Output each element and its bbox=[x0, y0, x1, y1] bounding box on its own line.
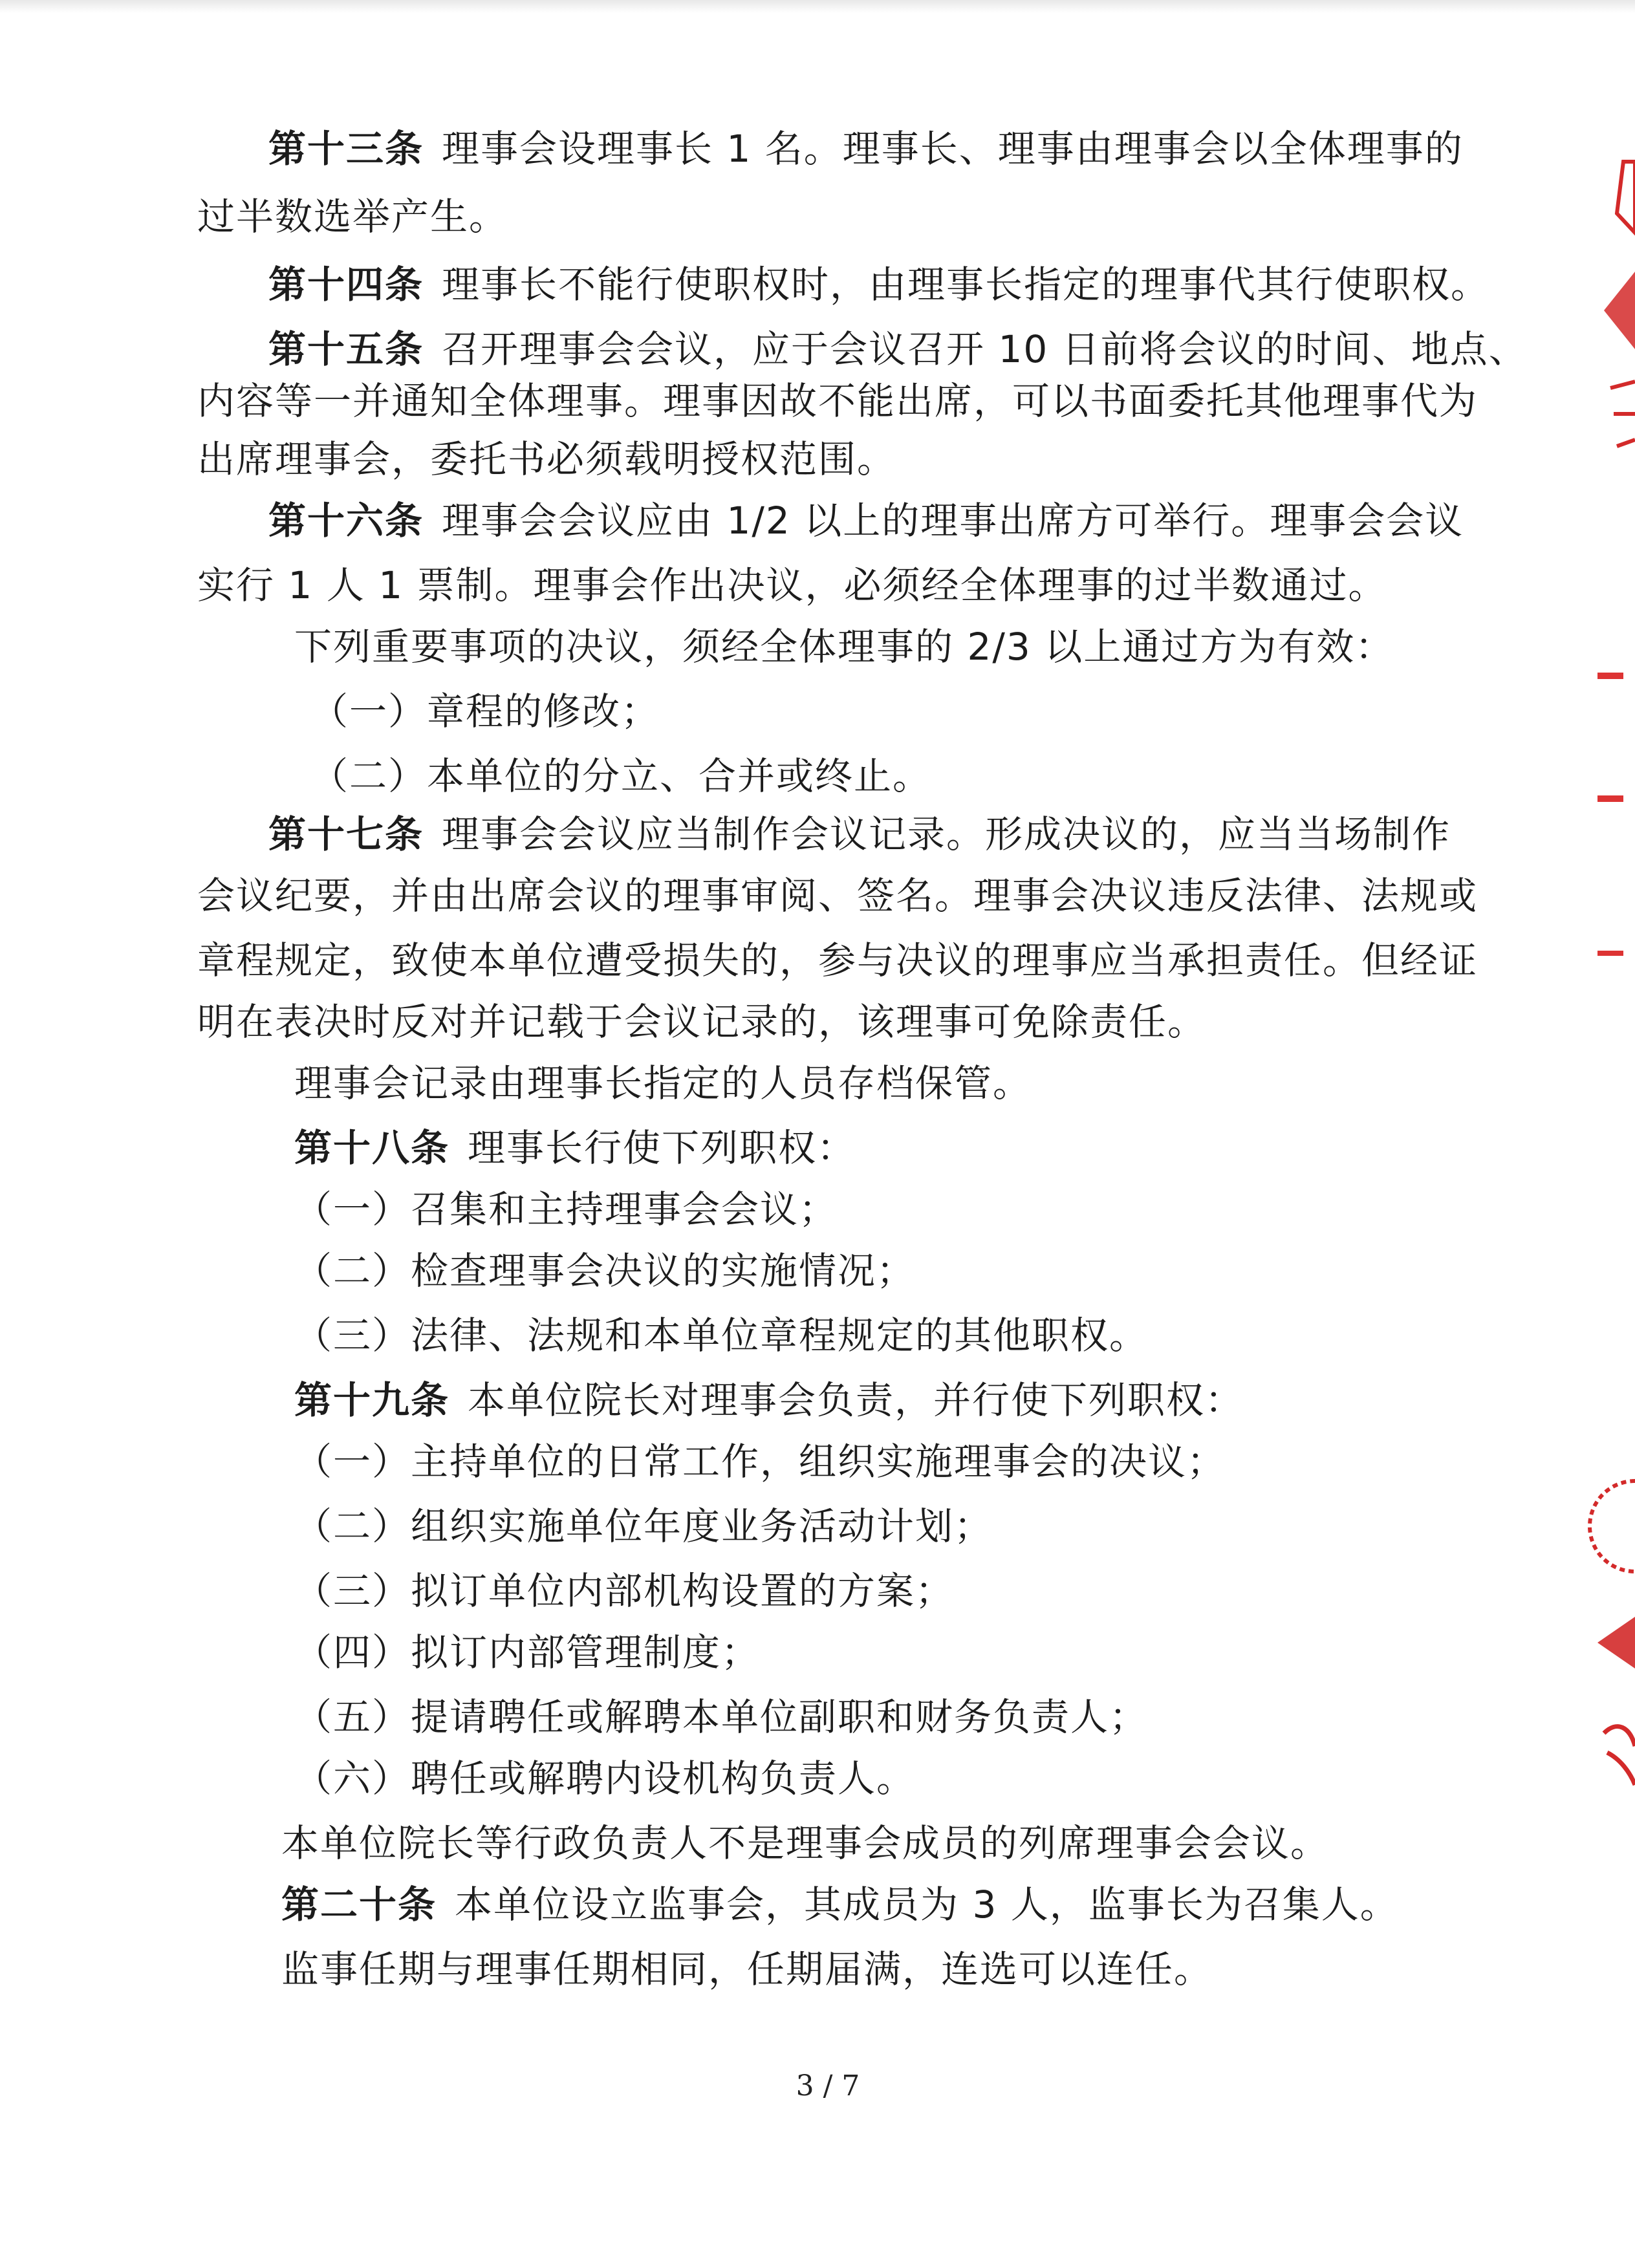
line-text: 理事会设理事长 1 名。理事长、理事由理事会以全体理事的 bbox=[442, 127, 1464, 171]
line-text: 理事会会议应由 1/2 以上的理事出席方可举行。理事会会议 bbox=[442, 499, 1464, 543]
document-line bbox=[294, 621, 1394, 673]
line-text: （二）组织实施单位年度业务活动计划； bbox=[294, 1504, 993, 1548]
stamp-fragment bbox=[1597, 951, 1623, 956]
document-line bbox=[281, 1817, 1329, 1869]
line-text: 本单位院长等行政负责人不是理事会成员的列席理事会会议。 bbox=[281, 1821, 1330, 1865]
document-line bbox=[294, 1057, 1032, 1109]
line-text: 理事会会议应当制作会议记录。形成决议的，应当当场制作 bbox=[442, 812, 1451, 856]
line-text: （二）本单位的分立、合并或终止。 bbox=[310, 754, 932, 798]
document-line bbox=[294, 1183, 838, 1235]
document-line bbox=[268, 808, 1451, 860]
document-line bbox=[294, 1691, 1148, 1743]
document-line bbox=[268, 123, 1464, 175]
article-number: 第二十条 bbox=[281, 1883, 437, 1927]
seal-stamp-bottom bbox=[1559, 1449, 1635, 1863]
line-text: 内容等一并通知全体理事。理事因故不能出席，可以书面委托其他理事代为 bbox=[197, 379, 1478, 423]
line-text: 明在表决时反对并记载于会议记录的，该理事可免除责任。 bbox=[197, 1000, 1207, 1044]
document-line bbox=[294, 1500, 993, 1552]
document-line bbox=[281, 1879, 1399, 1930]
scan-edge bbox=[0, 0, 1635, 13]
document-line bbox=[310, 686, 660, 737]
line-text: （五）提请聘任或解聘本单位副职和财务负责人； bbox=[294, 1695, 1149, 1739]
document-line bbox=[197, 870, 1478, 922]
article-number: 第十八条 bbox=[294, 1126, 450, 1170]
article-number: 第十九条 bbox=[294, 1378, 450, 1422]
document-line bbox=[294, 1436, 1226, 1487]
article-number: 第十四条 bbox=[268, 263, 424, 307]
line-text: （三）拟订单位内部机构设置的方案； bbox=[294, 1569, 955, 1613]
stamp-fragment bbox=[1597, 795, 1623, 802]
document-line bbox=[294, 1374, 1244, 1426]
line-text: 下列重要事项的决议，须经全体理事的 2/3 以上通过方为有效： bbox=[294, 625, 1394, 669]
line-text: （二）检查理事会决议的实施情况； bbox=[294, 1249, 916, 1293]
document-line bbox=[197, 559, 1387, 611]
line-text: 本单位院长对理事会负责，并行使下列职权： bbox=[468, 1378, 1244, 1422]
line-text: 监事任期与理事任期相同，任期届满，连选可以连任。 bbox=[281, 1947, 1213, 1991]
document-line bbox=[197, 375, 1478, 427]
article-number: 第十七条 bbox=[268, 812, 424, 856]
line-text: 过半数选举产生。 bbox=[197, 195, 508, 239]
line-text: （一）主持单位的日常工作，组织实施理事会的决议； bbox=[294, 1440, 1226, 1484]
article-number: 第十六条 bbox=[268, 499, 424, 543]
document-line bbox=[197, 433, 896, 485]
line-text: 出席理事会，委托书必须载明授权范围。 bbox=[197, 437, 896, 481]
document-line bbox=[294, 1310, 1148, 1361]
document-line bbox=[197, 934, 1478, 986]
line-text: 理事长不能行使职权时，由理事长指定的理事代其行使职权。 bbox=[442, 263, 1490, 307]
document-line bbox=[294, 1565, 954, 1617]
document-line bbox=[281, 1943, 1213, 1995]
document-line bbox=[294, 1753, 915, 1804]
stamp-fragment bbox=[1597, 673, 1623, 679]
line-text: 召开理事会会议，应于会议召开 10 日前将会议的时间、地点、 bbox=[442, 327, 1528, 371]
line-text: 理事会记录由理事长指定的人员存档保管。 bbox=[294, 1061, 1032, 1105]
document-line bbox=[294, 1245, 915, 1297]
document-line bbox=[268, 323, 1528, 375]
line-text: 章程规定，致使本单位遭受损失的，参与决议的理事应当承担责任。但经证 bbox=[197, 938, 1478, 982]
document-line bbox=[310, 750, 931, 802]
line-text: 实行 1 人 1 票制。理事会作出决议，必须经全体理事的过半数通过。 bbox=[197, 563, 1387, 607]
page-number: 3 / 7 bbox=[796, 2069, 860, 2102]
line-text: （一）召集和主持理事会会议； bbox=[294, 1187, 838, 1231]
line-text: 本单位设立监事会，其成员为 3 人，监事长为召集人。 bbox=[455, 1883, 1399, 1927]
document-line bbox=[294, 1626, 760, 1678]
document-line bbox=[268, 495, 1464, 546]
document-line bbox=[268, 259, 1489, 310]
line-text: （四）拟订内部管理制度； bbox=[294, 1630, 761, 1674]
document-line bbox=[197, 191, 508, 243]
document-line bbox=[294, 1122, 856, 1174]
article-number: 第十三条 bbox=[268, 127, 424, 171]
article-number: 第十五条 bbox=[268, 327, 424, 371]
line-text: 理事长行使下列职权： bbox=[468, 1126, 856, 1170]
document-line bbox=[197, 996, 1206, 1048]
line-text: （三）法律、法规和本单位章程规定的其他职权。 bbox=[294, 1313, 1149, 1357]
line-text: （一）章程的修改； bbox=[310, 689, 660, 733]
seal-stamp-top bbox=[1578, 155, 1635, 491]
line-text: 会议纪要，并由出席会议的理事审阅、签名。理事会决议违反法律、法规或 bbox=[197, 874, 1478, 918]
line-text: （六）聘任或解聘内设机构负责人。 bbox=[294, 1756, 916, 1800]
